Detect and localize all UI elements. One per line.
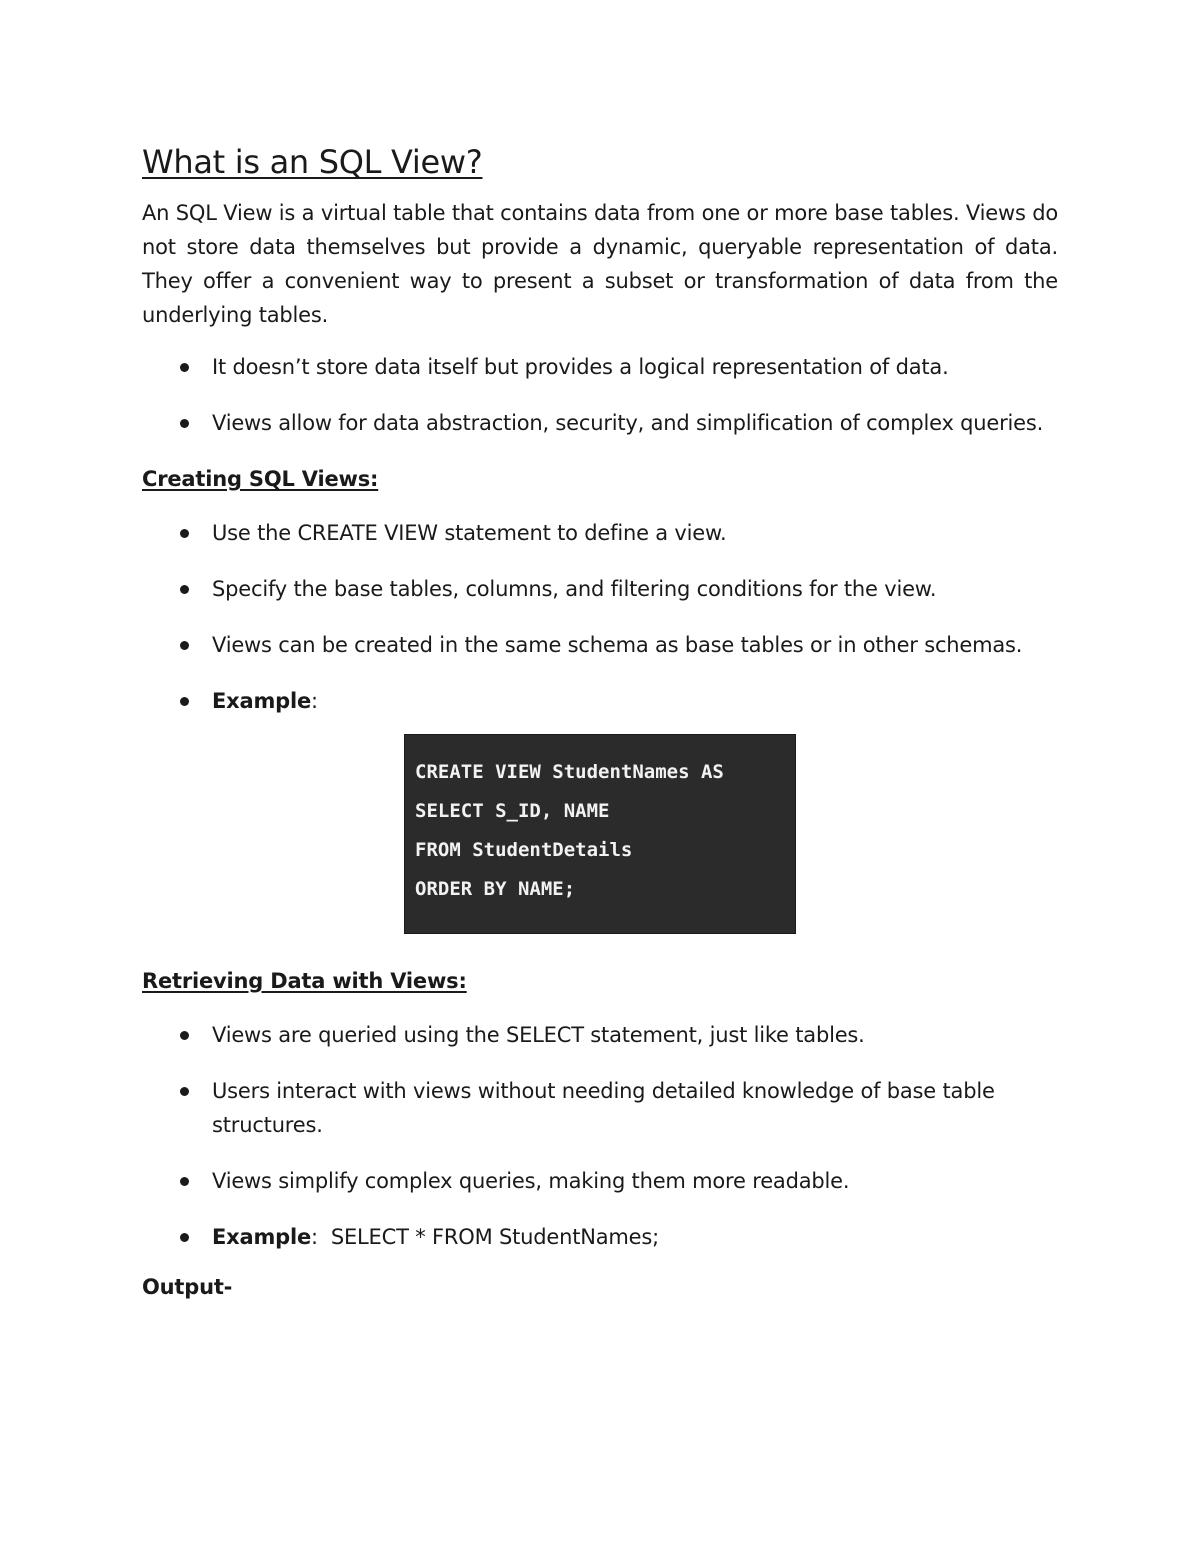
example-colon: :: [311, 689, 318, 713]
bullet-icon: [180, 1177, 189, 1186]
code-line: SELECT S_ID, NAME: [415, 800, 610, 822]
output-label: Output-: [142, 1275, 233, 1299]
document-page: [142, 140, 1058, 1304]
list-item: [142, 1220, 1058, 1254]
intro-bullet-list: [142, 350, 1058, 440]
bullet-icon: [180, 529, 189, 538]
retrieving-bullet-list: [142, 1018, 1058, 1254]
bullet-icon: [180, 585, 189, 594]
code-line: FROM StudentDetails: [415, 839, 633, 861]
example-query: : SELECT * FROM StudentNames;: [311, 1225, 659, 1249]
code-line: ORDER BY NAME;: [415, 878, 576, 900]
example-label: Example: [212, 689, 312, 713]
bullet-icon: [180, 641, 189, 650]
list-item: [142, 1074, 1058, 1142]
list-item-text: Views allow for data abstraction, security, and simplification of complex queries.: [212, 411, 1044, 435]
list-item: [142, 1164, 1058, 1198]
bullet-icon: [180, 419, 189, 428]
list-item: [142, 572, 1058, 606]
example-label: Example: [212, 1225, 312, 1249]
intro-paragraph: An SQL View is a virtual table that contains data from one or more base tables. Views do not store data themselves but provide a dynamic, queryable representation of data. They offer a convenient way to present a subset or transformation of data from the underlying tables.: [142, 201, 1058, 327]
bullet-icon: [180, 1031, 189, 1040]
list-item-text: Views are queried using the SELECT statement, just like tables.: [212, 1023, 865, 1047]
list-item-text: Users interact with views without needing detailed knowledge of base table structures.: [212, 1079, 995, 1137]
list-item: [142, 1018, 1058, 1052]
list-item: [142, 350, 1058, 384]
list-item-text: Specify the base tables, columns, and filtering conditions for the view.: [212, 577, 937, 601]
list-item-text: Use the CREATE VIEW statement to define a view.: [212, 521, 727, 545]
section-heading-creating: Creating SQL Views:: [142, 467, 379, 491]
list-item: [142, 684, 1058, 718]
bullet-icon: [180, 1087, 189, 1096]
list-item-text: Views can be created in the same schema as base tables or in other schemas.: [212, 633, 1023, 657]
code-line: CREATE VIEW StudentNames AS: [415, 761, 724, 783]
page-title: What is an SQL View?: [142, 143, 483, 181]
bullet-icon: [180, 363, 189, 372]
list-item: [142, 628, 1058, 662]
creating-bullet-list: [142, 516, 1058, 718]
bullet-icon: [180, 697, 189, 706]
section-heading-retrieving: Retrieving Data with Views:: [142, 969, 467, 993]
code-block: [404, 734, 796, 934]
list-item-text: It doesn’t store data itself but provides a logical representation of data.: [212, 355, 949, 379]
list-item: [142, 406, 1058, 440]
bullet-icon: [180, 1233, 189, 1242]
list-item-text: Views simplify complex queries, making them more readable.: [212, 1169, 850, 1193]
list-item: [142, 516, 1058, 550]
